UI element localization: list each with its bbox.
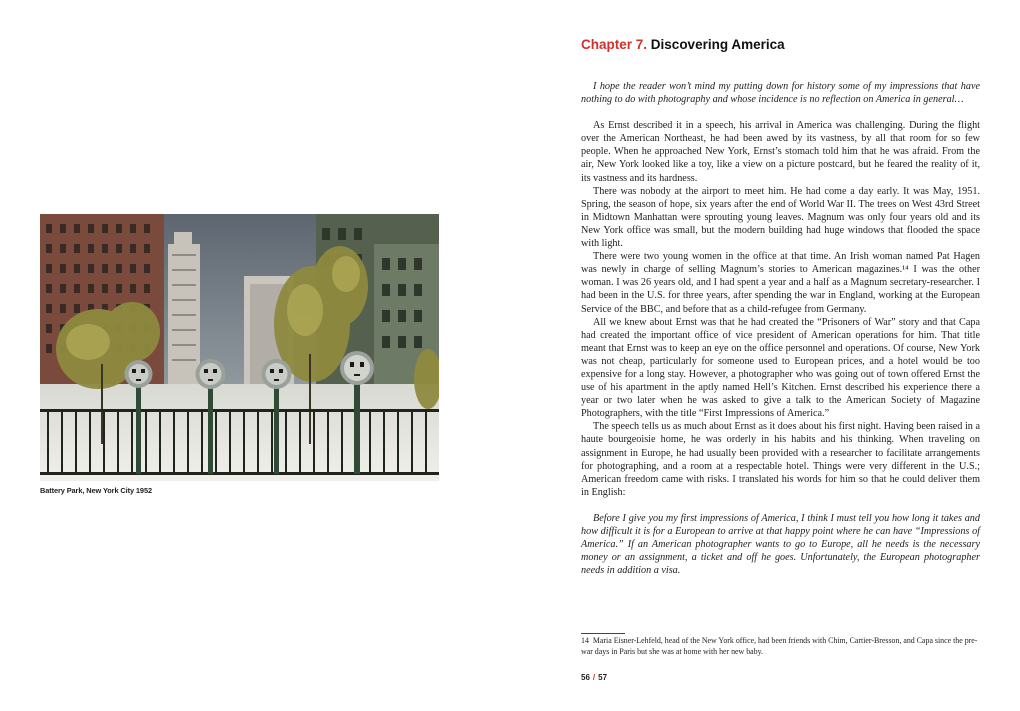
paragraph: There were two young women in the office at that time. An Irish woman named Pat Hagen was newly in charge of selling Magnum’s stories to American magazines.¹⁴ I was the other woman. I was 26 years old, and I had spent a year and a half as a Magnum secretary-researcher. I had been in the U.S. for three years, after spending the war in England, working at the European Service of the BBC, and before that as a child-refugee from Germany. — [581, 251, 980, 315]
chapter-body — [581, 80, 980, 577]
battery-park-photo — [40, 214, 439, 481]
footnote — [581, 636, 980, 657]
chapter-heading — [581, 37, 785, 52]
paragraph: The speech tells us as much about Ernst as it does about his first night. Having been raised in a haute bourgeoisie home, he was orderly in his habits and his thinking. When traveling on assignment in Europe, he had usually been provided with a researcher to facilitate arrangements for photographing, and a room at a respectable hotel. Things were very different in the U.S.; American freedom came with risks. I translated his words for him so that he could deliver them in English: — [581, 421, 980, 498]
page-numbers — [581, 673, 607, 682]
paragraph: There was nobody at the airport to meet him. He had come a day early. It was May, 1951. Spring, the season of hope, six years after the end of World War II. The trees on West 43rd Street in Midtown Manhattan were sprouting young leaves. Magnum was only four years old and its New York office was small, but the modern building had huge windows that flooded the space with light. — [581, 185, 980, 250]
chapter-title: Discovering America — [650, 37, 785, 52]
page-number-right: 57 — [598, 673, 608, 682]
page-number-separator: / — [592, 673, 596, 682]
epigraph: I hope the reader won’t mind my putting down for history some of my impressions that have nothing to do with photography and whose incidence is no reflection on America in general… — [581, 81, 980, 106]
photo-caption: Battery Park, New York City 1952 — [40, 486, 152, 495]
paragraph: All we knew about Ernst was that he had created the “Prisoners of War” story and that Capa had created the important office of vice president of American operations for him. That title meant that Ernst was to keep an eye on the office personnel and operations. Of course, New York was not cheap, particularly for someone used to European prices, and a hotel would be too expensive for a long stay. However, a photographer who was going out of town offered Ernst the use of his apartment in the aptly named Hell’s Kitchen. Ernst described his experience there a year or two later when he was asked to give a talk to the American Society of Magazine Photographers, with the title “First Impressions of America.” — [581, 316, 980, 420]
page-number-left: 56 — [581, 673, 590, 682]
footnote-divider — [581, 633, 625, 634]
chapter-number: Chapter 7. — [581, 37, 648, 52]
paragraph: As Ernst described it in a speech, his arrival in America was challenging. During the flight over the American Northeast, he had been awed by its vastness, by all that room for so few people. When he approached New York, Ernst’s stomach told him that he was afraid. From the air, New York looked like a toy, like a view on a picture postcard, but he feared the reality of it, its vastness and its hardness. — [581, 120, 980, 184]
footnote-text: Maria Eisner-Lehfeld, head of the New York office, had been friends with Chim, Cartier-Bresson, and Capa since the pre-war days in Paris but she was at home with her new baby. — [581, 636, 978, 656]
block-quote: Before I give you my first impressions of America, I think I must tell you how long it takes and how difficult it is for a European to arrive at that happy point where he can have “Impressions of America.” If an American photographer wants to go to Europe, all he needs is the necessary money or an assignment, a ticket and off he goes. Unfortunately, the European photographer needs in addition a visa. — [581, 512, 980, 577]
footnote-number: 14 — [581, 636, 589, 645]
